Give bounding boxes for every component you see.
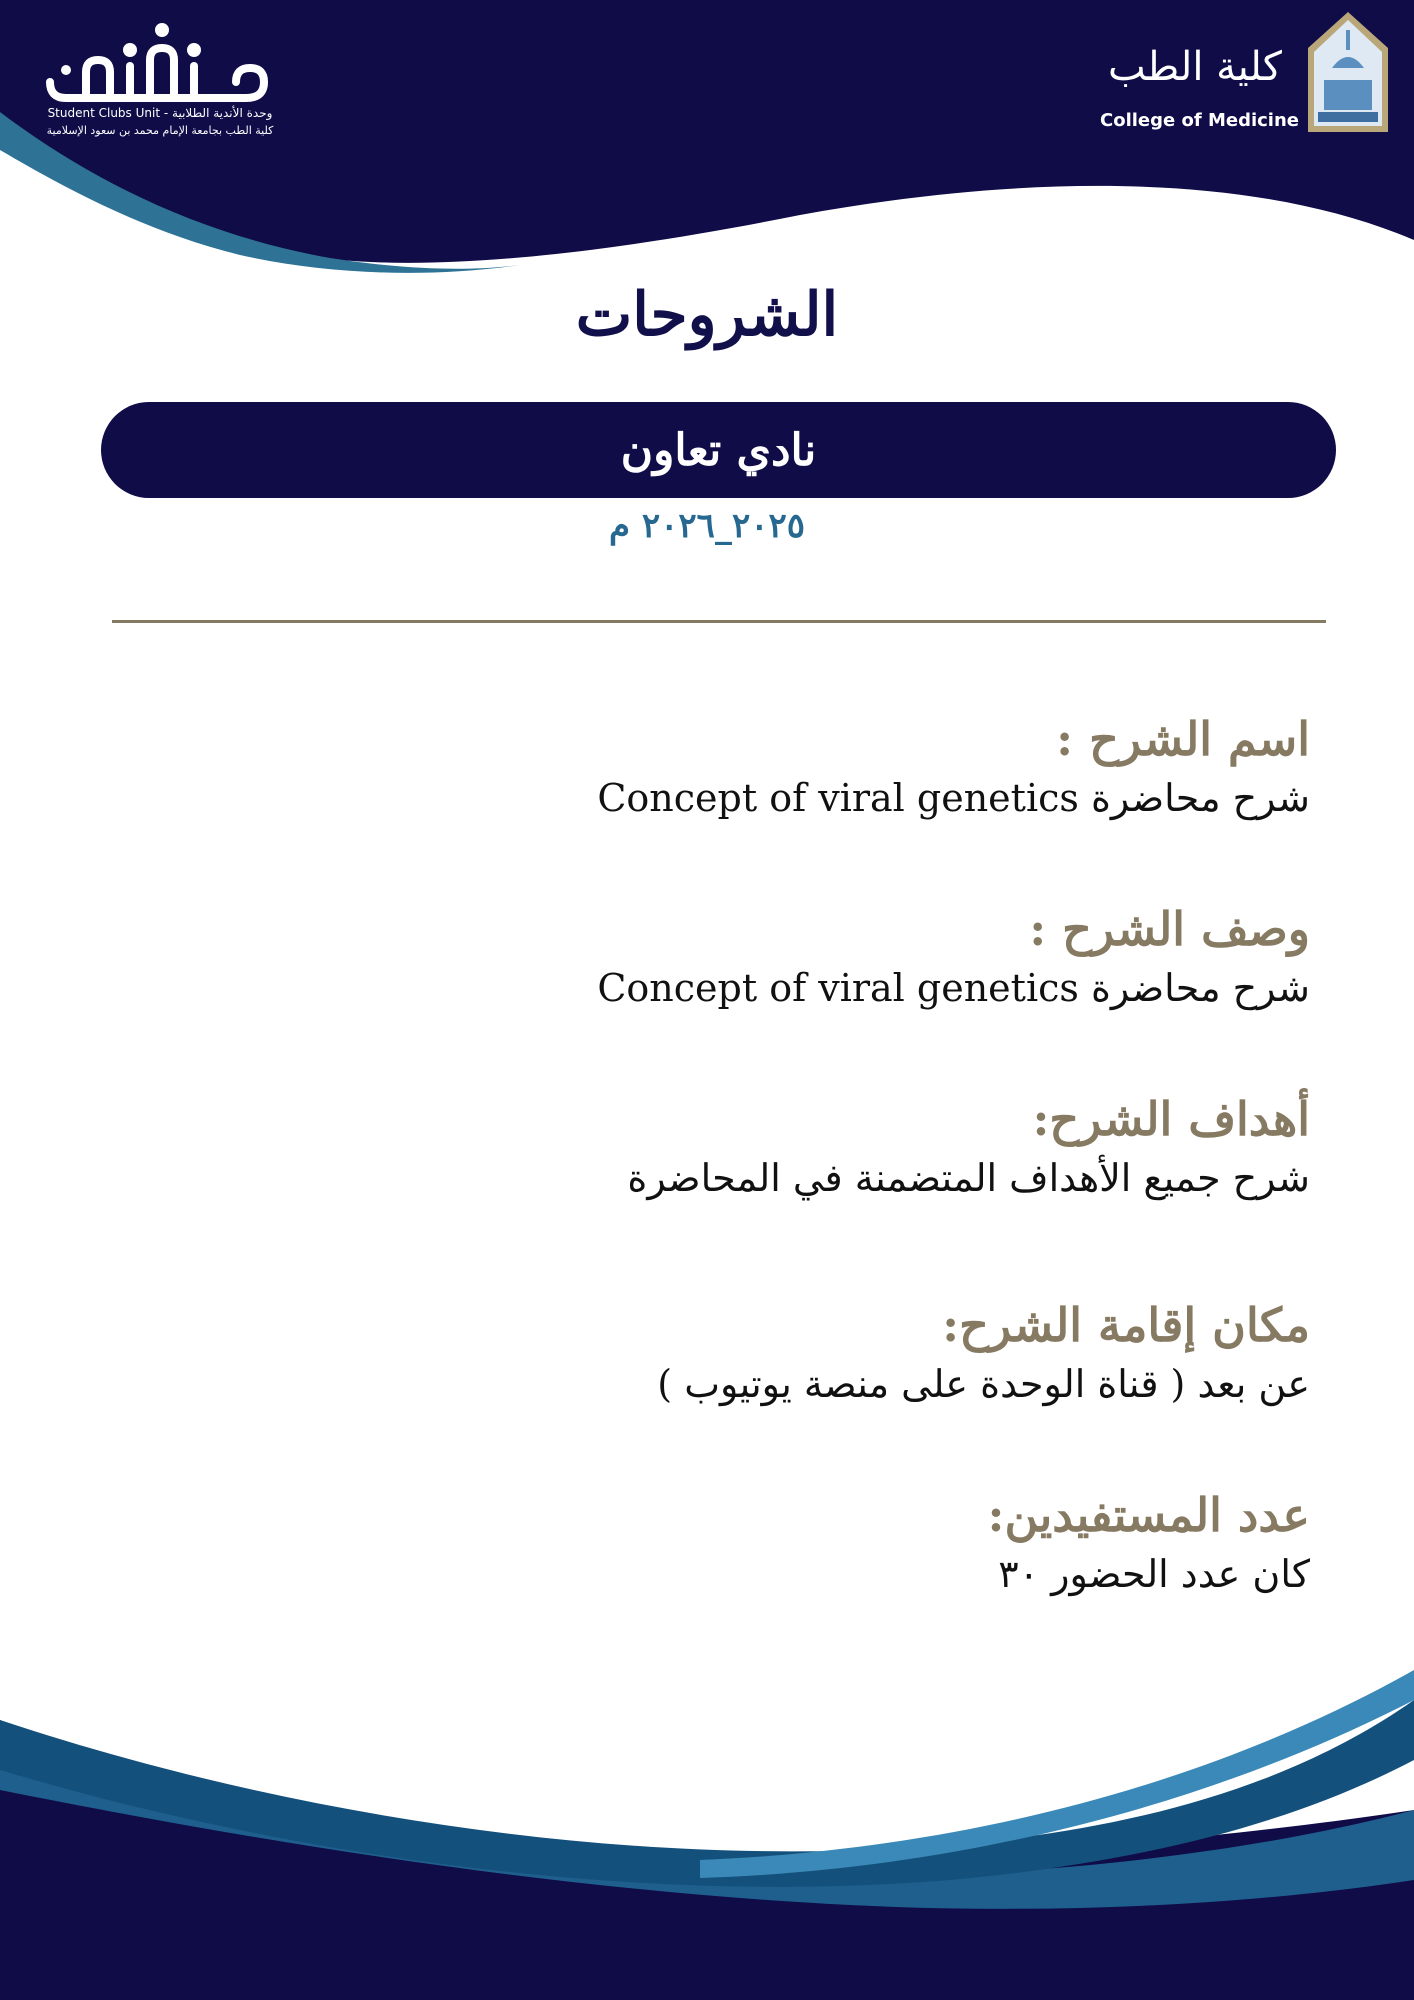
- field-value: شرح جميع الأهداف المتضمنة في المحاضرة: [627, 1156, 1310, 1200]
- clubs-unit-subtitle: كلية الطب بجامعة الإمام محمد بن سعود الإسلامية: [46, 124, 274, 137]
- clubs-logo-mark-icon: [46, 20, 276, 110]
- field-value: شرح محاضرة Concept of viral genetics: [597, 776, 1310, 820]
- field-label: عدد المستفيدين:: [987, 1488, 1310, 1542]
- student-clubs-logo: [40, 20, 280, 145]
- field-beneficiaries: [310, 1484, 1310, 1602]
- field-lecture-description: [310, 898, 1310, 1016]
- field-value: كان عدد الحضور ٣٠: [998, 1552, 1310, 1596]
- university-emblem-icon: [1302, 8, 1394, 136]
- club-name-banner: [101, 402, 1336, 498]
- field-value: عن بعد ( قناة الوحدة على منصة يوتيوب ): [657, 1362, 1310, 1406]
- field-value: شرح محاضرة Concept of viral genetics: [597, 966, 1310, 1010]
- page-title: الشروحات: [575, 280, 839, 350]
- field-lecture-location: [310, 1294, 1310, 1412]
- section-divider: [112, 620, 1326, 623]
- club-name: نادي تعاون: [620, 424, 817, 476]
- academic-year: ٢٠٢٥_٢٠٢٦ م: [609, 506, 805, 546]
- field-label: وصف الشرح :: [1029, 902, 1310, 956]
- field-lecture-name: [310, 708, 1310, 826]
- college-of-medicine-logo: [1094, 8, 1394, 136]
- college-name-english: College of Medicine: [1100, 110, 1299, 131]
- field-label: أهداف الشرح:: [1032, 1092, 1310, 1146]
- college-name-arabic: كلية الطب: [1108, 44, 1282, 90]
- field-label: مكان إقامة الشرح:: [942, 1298, 1310, 1352]
- clubs-unit-title: Student Clubs Unit - وحدة الأندية الطلابية: [47, 106, 273, 120]
- field-label: اسم الشرح :: [1056, 712, 1310, 766]
- field-lecture-goals: [310, 1088, 1310, 1206]
